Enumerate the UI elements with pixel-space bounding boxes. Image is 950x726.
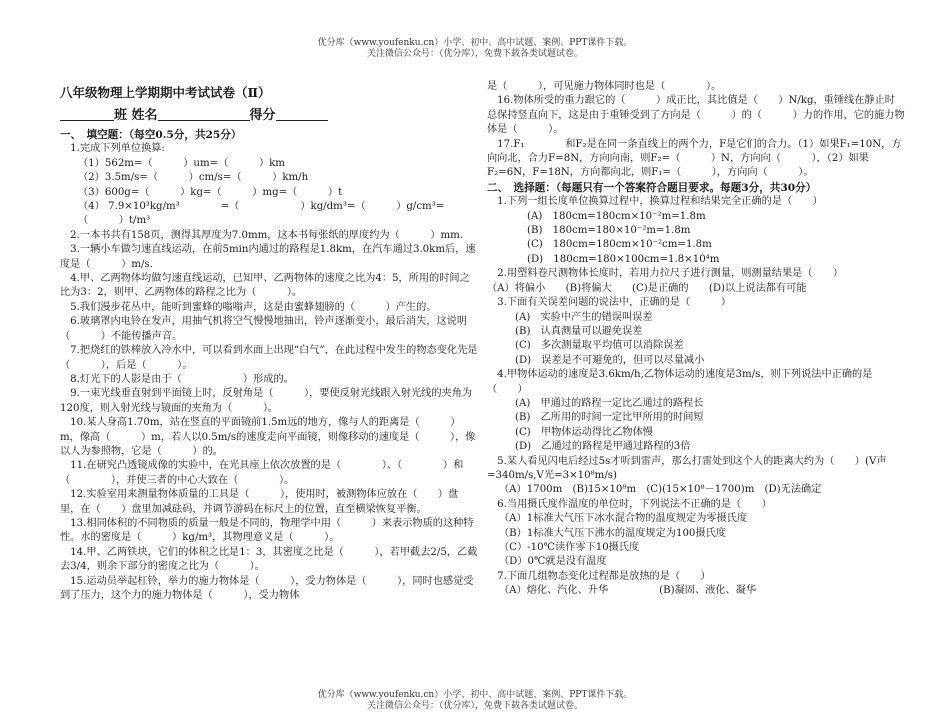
bottom-banner-line2: 关注微信公众号：（优分库），免费下载各类试题试卷。	[366, 701, 583, 711]
question-line: 17.F₁ 和F₂是在同一条直线上的两个力，F是它们的合力。（1）如果F₁=10N，方向向北，合力F=8N，方向向南，则F₂=（ ）N，方向向（ ），（2）如果F₂=6N，F=18N，方向都向北，则F₁=（ ），方向向（ ）。	[487, 138, 902, 179]
left-column	[60, 84, 478, 603]
question-line: 8.灯光下的人影是由于（ ）形成的。	[60, 373, 294, 385]
class-name-score-line	[60, 106, 478, 126]
question-line: 2.一本书共有158页，测得其厚度为7.0mm，这本书每张纸的厚度约为（ ）mm.	[60, 229, 464, 241]
question-line: 14.甲、乙两铁块，它们的体积之比是1：3，其密度之比是（ ），若甲截去2/5，乙截去3/4，则余下部分的密度之比为（ ）。	[60, 546, 478, 573]
question-line: 13.相同体积的不同物质的质量一般是不同的，物理学中用（ ）来表示物质的这种特性。水的密度是（ ）kg/m³，其物理意义是（ ）。	[60, 517, 474, 544]
exam-title: 八年级物理上学期期中考试试卷（Ⅱ）	[60, 85, 271, 100]
question-line: 6.当用摄氏度作温度的单位时，下列说法不正确的是（ ）	[487, 498, 772, 510]
option-line: (C) 180cm=180cm×10⁻²cm=1.8m	[527, 239, 712, 251]
score-label: 得分	[249, 108, 276, 123]
question-line: （3）600g=（ ）kg=（ ）mg=（ ）t	[78, 186, 343, 198]
name-blank[interactable]	[158, 106, 250, 121]
option-line: （A）将偏小 (B)将偏大 (C)是正确的 (D)以上说法都有可能	[487, 282, 807, 294]
question-line: （4） 7.9×10³kg/m³ =（ ）kg/dm³=（ ）g/cm³=（ ）t/m³	[78, 201, 445, 227]
option-line: (B) 180cm=180×10⁻²m=1.8m	[527, 225, 691, 237]
question-line: 9.一束光线垂直射到平面镜上时，反射角是（ ），要使反射光线跟入射光线的夹角为120度，则入射光线与镜面的夹角为（ ）。	[60, 388, 473, 414]
option-line: （B）1标准大气压下沸水的温度规定为100摄氏度	[499, 527, 726, 539]
option-line: (A) 甲通过的路程一定比乙通过的路程长	[515, 397, 704, 409]
top-banner	[0, 38, 950, 60]
question-line: 12.实验室用来测量物体质量的工具是（ ），使用时，被测物体应放在（ ）盘里，在（ ）盘里加减砝码，并调节游码在标尺上的位置，直至横梁恢复平衡。	[60, 489, 459, 515]
option-line: (B) 认真测量可以避免误差	[515, 325, 643, 337]
question-line: 1.完成下列单位换算:	[60, 143, 165, 155]
option-line: (D) 误差是不可避免的，但可以尽量减小	[515, 354, 705, 366]
question-line: 16.物体所受的重力跟它的（ ）成正比，其比值是（ ）N/kg，重锤线在静止时总保持竖直向下，这是由于重锤受到了方向是（ ）的（ ）力的作用，它的施力物体是（ ）。	[487, 95, 905, 136]
question-line: 10.某人身高1.70m，站在竖直的平面镜前1.5m远的地方，像与人的距离是（ ）m，像高（ ）m，若人以0.5m/s的速度走向平面镜，则像移动的速度是（ ），像以人为参照物，它是（ ）的。	[60, 417, 476, 457]
question-line: 是（ ），可见施力物体同时也是（ ）。	[487, 81, 722, 92]
question-line: 3.下面有关误差问题的说法中，正确的是（ ）	[487, 297, 732, 309]
question-line: 11.在研究凸透镜成像的实验中，在光具座上依次放置的是（ ）、（ ）和（ ），并使三者的中心大致在（ ）。	[60, 460, 464, 486]
top-banner-line1: 优分库（www.youfenku.cn）小学、初中、高中试题、案例、PPT课件下载。	[317, 38, 633, 48]
bottom-banner	[0, 690, 950, 712]
option-line: （A）1标准大气压下冰水混合物的温度规定为零摄氏度	[499, 513, 748, 525]
class-name-label: 班 姓名	[114, 108, 158, 123]
question-line: 1.下列一组长度单位换算过程中，换算过程和结果完全正确的是（ ）	[487, 196, 823, 208]
question-line: 5.某人看见闪电后经过5s才听到雷声，那么打雷处到这个人的距离大约为（ ）(V声=340m/s,V光=3×10⁸m/s)	[487, 455, 887, 481]
option-line: (D) 180cm=180×100cm=1.8×10⁴m	[527, 253, 720, 265]
question-line: （1）562m=（ ）um=（ ）km	[78, 157, 285, 169]
option-line: （A）1700m (B)15×10⁸m (C)(15×10⁸－1700)m (D)无法确定	[499, 484, 822, 496]
question-line: 15.运动员举起杠铃，举力的施力物体是（ ），受力物体是（ ），同时也感觉受到了压力，这个力的施力物体是（ ），受力物体	[60, 575, 474, 601]
question-line: 4.甲、乙两物体均做匀速直线运动，已知甲、乙两物体的速度之比为4：5，所用的时间之比为3：2，则甲、乙两物体的路程之比为（ ）。	[60, 273, 470, 299]
option-line: (D) 乙通过的路程是甲通过路程的3倍	[515, 441, 691, 453]
right-column	[487, 80, 905, 599]
class-blank[interactable]	[60, 106, 114, 121]
bottom-banner-line1: 优分库（www.youfenku.cn）小学、初中、高中试题、案例、PPT课件下载。	[317, 690, 633, 700]
question-line: （2）3.5m/s=（ ）cm/s=（ ）km/h	[78, 172, 309, 184]
option-line: (C) 多次测量取平均值可以消除误差	[515, 340, 684, 352]
question-line: 7.下面几组物态变化过程都是放热的是（ ）	[487, 570, 711, 582]
score-blank[interactable]	[276, 106, 328, 121]
section-choice-heading: 二、 选择题：（每题只有一个答案符合题目要求。每题3分，共30分）	[487, 181, 817, 194]
question-line: 5.我们漫步花丛中，能听到蜜蜂的嗡嗡声，这是由蜜蜂翅膀的（ ）产生的。	[60, 301, 437, 313]
top-banner-line2: 关注微信公众号：（优分库），免费下载各类试题试卷。	[366, 49, 583, 59]
option-line: （D）0℃就是没有温度	[499, 556, 607, 568]
option-line: (A) 实验中产生的错误叫误差	[515, 311, 653, 323]
option-line: (A) 180cm=180cm×10⁻²m=1.8m	[527, 210, 706, 222]
question-line: 3.一辆小车做匀速直线运动，在前5min内通过的路程是1.8km，在汽车通过3.0km后，速度是（ ）m/s.	[60, 244, 476, 270]
option-line: (B) 乙所用的时间一定比甲所用的时间短	[515, 412, 704, 424]
option-line: (C) 甲物体运动得比乙物体慢	[515, 426, 653, 438]
option-line: （C）-10℃读作零下10摄氏度	[499, 542, 640, 553]
question-line: 6.玻璃罩内电铃在发声，用抽气机将空气慢慢地抽出，铃声逐渐变小，最后消失，这说明（ ）不能传播声音。	[60, 316, 468, 342]
question-line: 4.甲物体运动的速度是3.6km/h,乙物体运动的速度是3m/s，则下列说法中正确的是（ ）	[487, 369, 873, 395]
question-line: 2.用塑料卷尺测物体长度时，若用力拉尺子进行测量，则测量结果是（ ）	[487, 268, 844, 280]
question-line: 7.把烧红的铁棒放入冷水中，可以看到水面上出现“白气”，在此过程中发生的物态变化先是（ ），后是（ ）。	[60, 345, 478, 371]
section-fill-blank-heading: 一、 填空题：（每空0.5分，共25分）	[60, 129, 242, 141]
option-line: （A）熔化、汽化、升华 (B)凝固、液化、凝华	[499, 585, 757, 597]
